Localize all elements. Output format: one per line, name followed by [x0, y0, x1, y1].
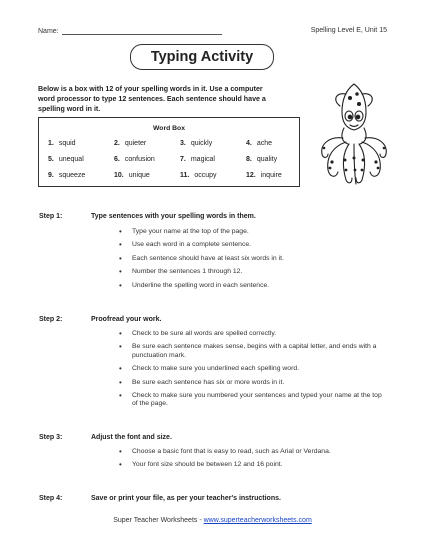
word-number: 7. [180, 156, 186, 163]
footer [0, 517, 425, 524]
bullet-item: • Underline the spelling word in each sentence. [118, 282, 384, 290]
bullet-item: • Type your name at the top of the page. [118, 228, 384, 236]
bullet-item: • Check to make sure you numbered your sentences and typed your name at the top of the page. [118, 392, 384, 409]
word-number: 8. [246, 156, 252, 163]
word-text: unequal [58, 156, 84, 163]
bullet-item: • Your font size should be between 12 and 16 point. [118, 461, 384, 469]
word-box-item [48, 172, 114, 179]
intro-text: Below is a box with 12 of your spelling words in it. Use a computer word processor to type 12 sentences. Each sentence should have a spelling word in it. [38, 85, 266, 113]
page-title: Typing Activity [130, 44, 274, 70]
word-grid [48, 140, 298, 179]
name-field [38, 27, 222, 35]
word-box-title: Word Box [153, 125, 185, 132]
word-number: 11. [180, 172, 190, 179]
word-text: occupy [194, 172, 217, 179]
word-text: confusion [124, 156, 155, 163]
word-number: 5. [48, 156, 54, 163]
word-text: quickly [190, 140, 213, 147]
word-box-item [114, 156, 180, 163]
step-1-label: Step 1: [39, 213, 63, 220]
name-blank-line [62, 27, 222, 35]
word-text: quality [256, 156, 278, 163]
unit-label: Spelling Level E, Unit 15 [310, 27, 387, 34]
word-number: 2. [114, 140, 120, 147]
word-number: 9. [48, 172, 54, 179]
step-3-bullets [118, 448, 384, 475]
word-text: squid [58, 140, 76, 147]
bullet-item: • Be sure each sentence makes sense, begins with a capital letter, and ends with a punctuation mark. [118, 343, 384, 360]
word-box-item [48, 156, 114, 163]
step-1-bullets [118, 228, 384, 295]
footer-text: Super Teacher Worksheets - [113, 517, 204, 524]
word-box [38, 117, 300, 187]
word-number: 6. [114, 156, 120, 163]
word-text: ache [256, 140, 273, 147]
word-text: quieter [124, 140, 147, 147]
word-box-item [180, 140, 246, 147]
step-1-heading: Type sentences with your spelling words in them. [91, 213, 256, 220]
bullet-item: • Number the sentences 1 through 12. [118, 268, 384, 276]
word-text: squeeze [58, 172, 86, 179]
word-box-item [246, 140, 306, 147]
word-box-item [180, 156, 246, 163]
footer-link[interactable]: www.superteacherworksheets.com [203, 517, 312, 524]
step-3-label: Step 3: [39, 434, 63, 441]
bullet-item: • Choose a basic font that is easy to read, such as Arial or Verdana. [118, 448, 384, 456]
word-number: 4. [246, 140, 252, 147]
name-label: Name: [38, 28, 59, 35]
bullet-item: • Each sentence should have at least six words in it. [118, 255, 384, 263]
word-number: 1. [48, 140, 54, 147]
step-3-heading: Adjust the font and size. [91, 434, 172, 441]
word-text: inquire [260, 172, 282, 179]
step-2-heading: Proofread your work. [91, 316, 162, 323]
word-number: 10. [114, 172, 124, 179]
word-box-item [246, 172, 306, 179]
word-text: magical [190, 156, 215, 163]
step-4-label: Step 4: [39, 495, 63, 502]
word-box-item [180, 172, 246, 179]
word-box-item [246, 156, 306, 163]
word-number: 12. [246, 172, 256, 179]
word-box-item [114, 172, 180, 179]
word-text: unique [128, 172, 150, 179]
step-2-bullets [118, 330, 384, 414]
bullet-item: • Use each word in a complete sentence. [118, 241, 384, 249]
bullet-item: • Check to be sure all words are spelled correctly. [118, 330, 384, 338]
bullet-item: • Be sure each sentence has six or more words in it. [118, 379, 384, 387]
word-box-item [114, 140, 180, 147]
word-number: 3. [180, 140, 186, 147]
squid-illustration-icon [316, 80, 394, 188]
step-4-heading: Save or print your file, as per your teacher's instructions. [91, 495, 281, 502]
bullet-item: • Check to make sure you underlined each spelling word. [118, 365, 384, 373]
step-2-label: Step 2: [39, 316, 63, 323]
word-box-item [48, 140, 114, 147]
